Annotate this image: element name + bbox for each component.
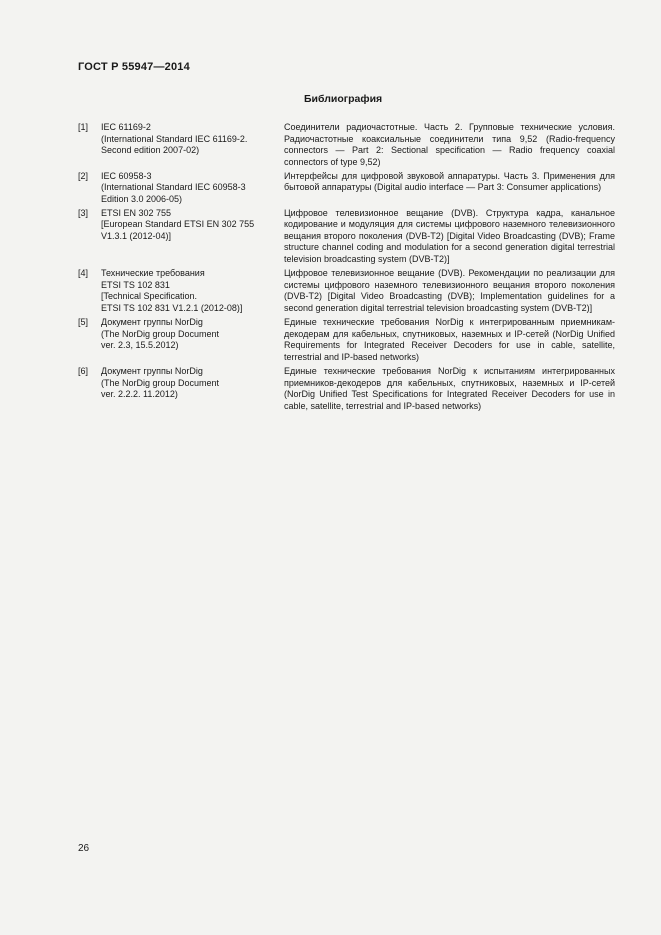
- entry-number: [6]: [78, 366, 89, 376]
- entry-source: Документ группы NorDig (The NorDig group Document ver. 2.3, 15.5.2012): [101, 317, 220, 350]
- bibliography-entry: [78, 171, 615, 206]
- entry-description: Интерфейсы для цифровой звуковой аппаратуры. Часть 3. Применения для бытовой аппаратуры (Digital audio interface — Part 3: Consumer applications): [284, 170, 615, 192]
- entry-source: Технические требования ETSI TS 102 831 [Technical Specification. ETSI TS 102 831 V1.2.1 (2012-08)]: [101, 268, 243, 313]
- bibliography-entry: [78, 268, 615, 314]
- entry-source: ETSI EN 302 755 [European Standard ETSI EN 302 755 V1.3.1 (2012-04)]: [101, 207, 255, 241]
- bibliography-title: Библиография: [304, 93, 383, 105]
- entry-source: IEC 60958-3 (International Standard IEC 60958-3 Edition 3.0 2006-05): [101, 170, 246, 204]
- entry-description: Соединители радиочастотные. Часть 2. Групповые технические условия. Радиочастотные коаксиальные соединители типа 9,52 (Radio-frequency connectors — Part 2: Sectional specification — Radio frequency coaxial connectors of type 9,52): [284, 122, 615, 167]
- entry-description: Цифровое телевизионное вещание (DVB). Рекомендации по реализации для системы цифрового наземного телевизионного вещания второго поколения (DVB-T2) [Digital Video Broadcasting (DVB); Implementation guidelines for a second generation digital terrestrial television broadcasting system (DVB-T2)]: [284, 268, 615, 313]
- bibliography-entry: [78, 122, 615, 168]
- bibliography-entry: [78, 208, 615, 266]
- entry-source: IEC 61169-2 (International Standard IEC 61169-2. Second edition 2007-02): [101, 122, 248, 155]
- entry-source: Документ группы NorDig (The NorDig group Document ver. 2.2.2. 11.2012): [101, 366, 220, 399]
- page-number: 26: [78, 843, 90, 854]
- entry-description: Единые технические требования NorDig к интегрированным приемникам-декодерам для кабельных, спутниковых, наземных и IP-сетей (NorDig Unified Requirements for Integrated Receiver Decoders for use in cable, satellite, terrestrial and IP-based networks): [284, 317, 615, 362]
- entry-number: [4]: [78, 268, 89, 278]
- document-header: ГОСТ Р 55947—2014: [78, 61, 190, 73]
- bibliography-list: [78, 122, 615, 415]
- bibliography-entry: [78, 317, 615, 363]
- entry-description: Единые технические требования NorDig к испытаниям интегрированных приемников-декодеров для кабельных, спутниковых, наземных и IP-сетей (NorDig Unified Test Specifications for Integrated Receiver Decoders for use in cable, satellite, terrestrial and IP-based networks): [284, 366, 615, 411]
- entry-number: [5]: [78, 317, 89, 327]
- entry-description: Цифровое телевизионное вещание (DVB). Структура кадра, канальное кодирование и модуляция для системы цифрового наземного телевизионного вещания второго поколения (DVB-T2) [Digital Video Broadcasting (DVB); Frame structure channel coding and modulation for a second generation digital terrestrial television broadcasting system (DVB-T2)]: [284, 207, 615, 264]
- entry-number: [1]: [78, 122, 89, 132]
- bibliography-entry: [78, 366, 615, 412]
- entry-number: [2]: [78, 170, 89, 181]
- entry-number: [3]: [78, 207, 89, 218]
